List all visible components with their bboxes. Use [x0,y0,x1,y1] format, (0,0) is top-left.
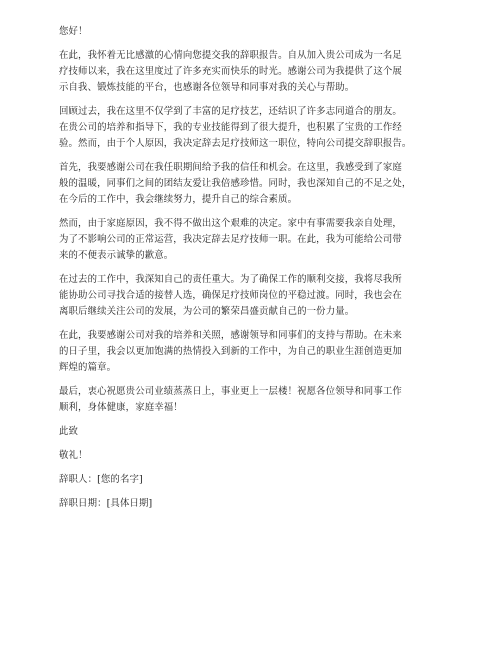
paragraph-line: 顺利，身体健康，家庭幸福！ [59,402,183,413]
paragraph-2 [59,104,445,152]
paragraph-line: 疗技师以来，我在这里度过了许多充实而快乐的时光。感谢公司为我提供了这个展 [59,66,402,77]
date-line: 辞职日期：[具体日期] [59,498,153,509]
letter-body [59,24,445,512]
paragraph-line: 然而，由于家庭原因，我不得不做出这个艰难的决定。家中有事需要我亲自处理， [59,218,402,229]
paragraph-3 [59,160,445,208]
paragraph-line: 为了不影响公司的正常运营，我决定辞去足疗技师一职。在此，我为可能给公司带 [59,234,402,245]
paragraph-1 [59,48,445,96]
paragraph-line: 回顾过去，我在这里不仅学到了丰富的足疗技艺，还结识了许多志同道合的朋友。 [59,106,402,117]
paragraph-line: 验。然而，由于个人原因，我决定辞去足疗技师这一职位，特向公司提交辞职报告。 [59,138,412,149]
closing-regards: 敬礼！ [59,450,88,461]
paragraph-6 [59,328,445,376]
paragraph-line: 在今后的工作中，我会继续努力，提升自己的综合素质。 [59,194,298,205]
paragraph-line: 离职后继续关注公司的发展，为公司的繁荣昌盛贡献自己的一份力量。 [59,306,355,317]
paragraph-line: 来的不便表示诚挚的歉意。 [59,250,174,261]
paragraph-line: 示自我、锻炼技能的平台，也感谢各位领导和同事对我的关心与帮助。 [59,82,355,93]
greeting: 您好！ [59,26,88,37]
paragraph-line: 能协助公司寻找合适的接替人选，确保足疗技师岗位的平稳过渡。同时，我也会在 [59,290,402,301]
paragraph-4 [59,216,445,264]
paragraph-line: 最后，衷心祝愿贵公司业绩蒸蒸日上，事业更上一层楼！祝愿各位领导和同事工作 [59,386,402,397]
paragraph-7 [59,384,445,416]
paragraph-line: 在此，我怀着无比感激的心情向您提交我的辞职报告。自从加入贵公司成为一名足 [59,50,402,61]
paragraph-5 [59,272,445,320]
paragraph-line: 般的温暖，同事们之间的团结友爱让我倍感珍惜。同时，我也深知自己的不足之处， [59,178,412,189]
paragraph-line: 首先，我要感谢公司在我任职期间给予我的信任和机会。在这里，我感受到了家庭 [59,162,402,173]
closing-salutation: 此致 [59,426,79,437]
paragraph-line: 的日子里，我会以更加饱满的热情投入到新的工作中，为自己的职业生涯创造更加 [59,346,402,357]
paragraph-line: 在此，我要感谢公司对我的培养和关照，感谢领导和同事们的支持与帮助。在未来 [59,330,402,341]
signer-line: 辞职人：[您的名字] [59,474,143,485]
paragraph-line: 在贵公司的培养和指导下，我的专业技能得到了很大提升，也积累了宝贵的工作经 [59,122,402,133]
paragraph-line: 在过去的工作中，我深知自己的责任重大。为了确保工作的顺利交接，我将尽我所 [59,274,402,285]
paragraph-line: 辉煌的篇章。 [59,362,117,373]
